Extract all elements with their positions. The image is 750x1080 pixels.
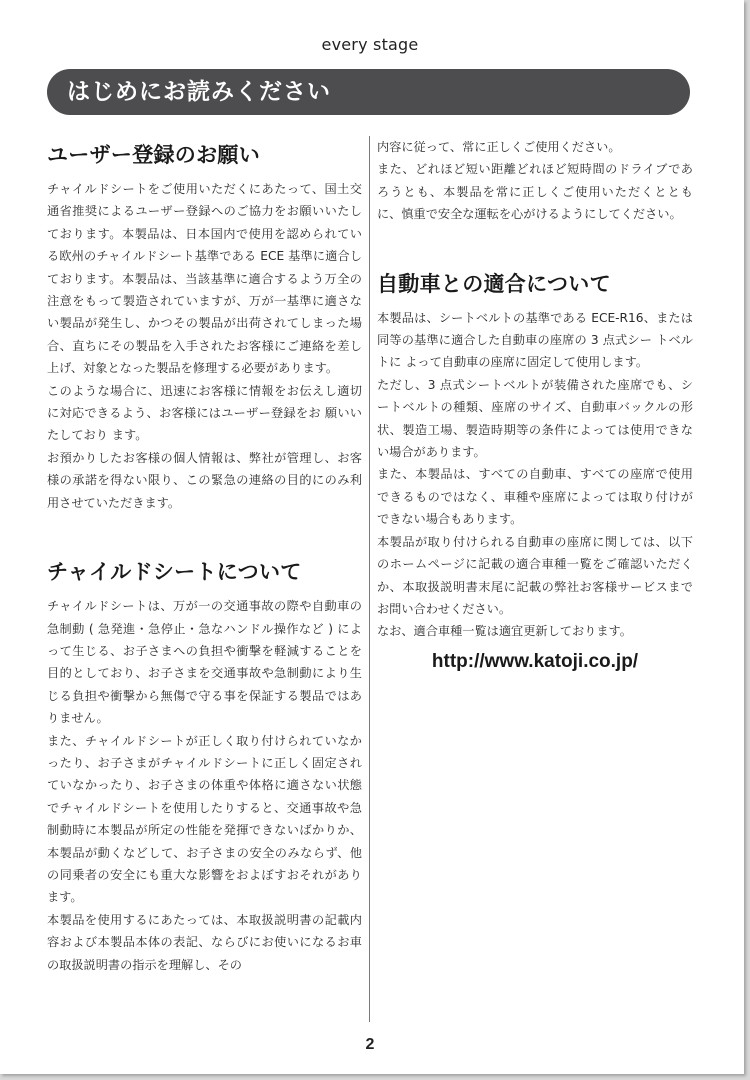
right-column [377,136,693,673]
user-registration-paragraph-2: このような場合に、迅速にお客様に情報をお伝えし適切に対応できるよう、お客様にはユーザー登録をお 願いいたしており ます。 [47,383,362,443]
vehicle-compatibility-paragraph-4: 本製品が取り付けられる自動車の座席に関しては、以下のホームページに記載の適合車種一覧をご確認いただくか、本取扱説明書末尾に記載の弊社お客様サービスまでお問い合わせください。 [377,534,693,616]
user-registration-paragraph-3: お預かりしたお客様の個人情報は、弊社が管理し、お客様の承諾を得ない限り、この緊急の連絡の目的にのみ利用させていただきます。 [47,450,362,510]
brand-name: every stage [321,35,419,54]
child-seat-paragraph-1: チャイルドシートは、万が一の交通事故の際や自動車の急制動 ( 急発進・急停止・急なハンドル操作など ) によって生じる、お子さまへの負担や衝撃を軽減することを目的としており、お子さまを交通事故や急制動により生じる負担や衝撃から無傷で守る事を保証する製品ではありません。 [47,599,362,726]
column-divider [369,136,370,1022]
left-column [47,136,362,976]
vehicle-compatibility-paragraph-3: また、本製品は、すべての自動車、すべての座席で使用できるものではなく、車種や座席によっては取り付けができない場合もあります。 [377,467,693,527]
vehicle-compatibility-paragraph-2: ただし、3 点式シートベルトが装備された座席でも、シートベルトの種類、座席のサイズ、自動車バックルの形状、製造工場、製造時期等の条件によっては使用できない場合があります。 [377,377,693,460]
user-registration-paragraph-1: チャイルドシートをご使用いただくにあたって、国土交通省推奨によるユーザー登録へのご協力をお願いいたしております。本製品は、日本国内で使用を認められている欧州のチャイルドシート基準である ECE 基準に適合しております。本製品は、当該基準に適合するよう万全の注意をもって製造されていますが、万が一基準に適さない製品が発生し、かつその製品が出荷されてしまった場合、直ちにその製品を入手されたお客様にご連絡を差し上げ、対象となった製品を修理する必要があります。 [47,182,362,376]
child-seat-paragraph-3: 本製品を使用するにあたっては、本取扱説明書の記載内容および本製品本体の表記、ならびにお使いになるお車の取扱説明書の指示を理解し、その [47,912,362,972]
vehicle-compatibility-paragraph-5: なお、適合車種一覧は適宜更新しております。 [377,624,632,639]
child-seat-heading: チャイルドシートについて [47,560,302,585]
page-title-banner: はじめにお読みください [47,69,690,115]
child-seat-paragraph-2: また、チャイルドシートが正しく取り付けられていなかったり、お子さまがチャイルドシートに正しく固定されていなかったり、お子さまの体重や体格に適さない状態でチャイルドシートを使用したりすると、交通事故や急制動時に本製品が所定の性能を発揮できないばかりか、本製品が動くなどして、お子さまの安全のみならず、他の同乗者の安全にも重大な影響をおよぼすおそれがあります。 [47,733,362,905]
continuation-paragraph-1: 内容に従って、常に正しくご使用ください。 [377,140,621,154]
vehicle-compatibility-paragraph-1: 本製品は、シートベルトの基準である ECE-R16、または同等の基準に適合した自動車の座席の 3 点式シー トベルトに よって自動車の座席に固定して使用します。 [377,310,693,370]
user-registration-heading: ユーザー登録のお願い [47,143,260,167]
page-number: 2 [365,1036,375,1053]
vehicle-compatibility-heading: 自動車との適合について [377,271,611,296]
website-url: http://www.katoji.co.jp/ [431,650,639,672]
continuation-paragraph-2: また、どれほど短い距離どれほど短時間のドライブであろうとも、本製品を常に正しくご使用いただくとともに、慎重で安全な運転を心がけるようにしてください。 [377,162,693,222]
